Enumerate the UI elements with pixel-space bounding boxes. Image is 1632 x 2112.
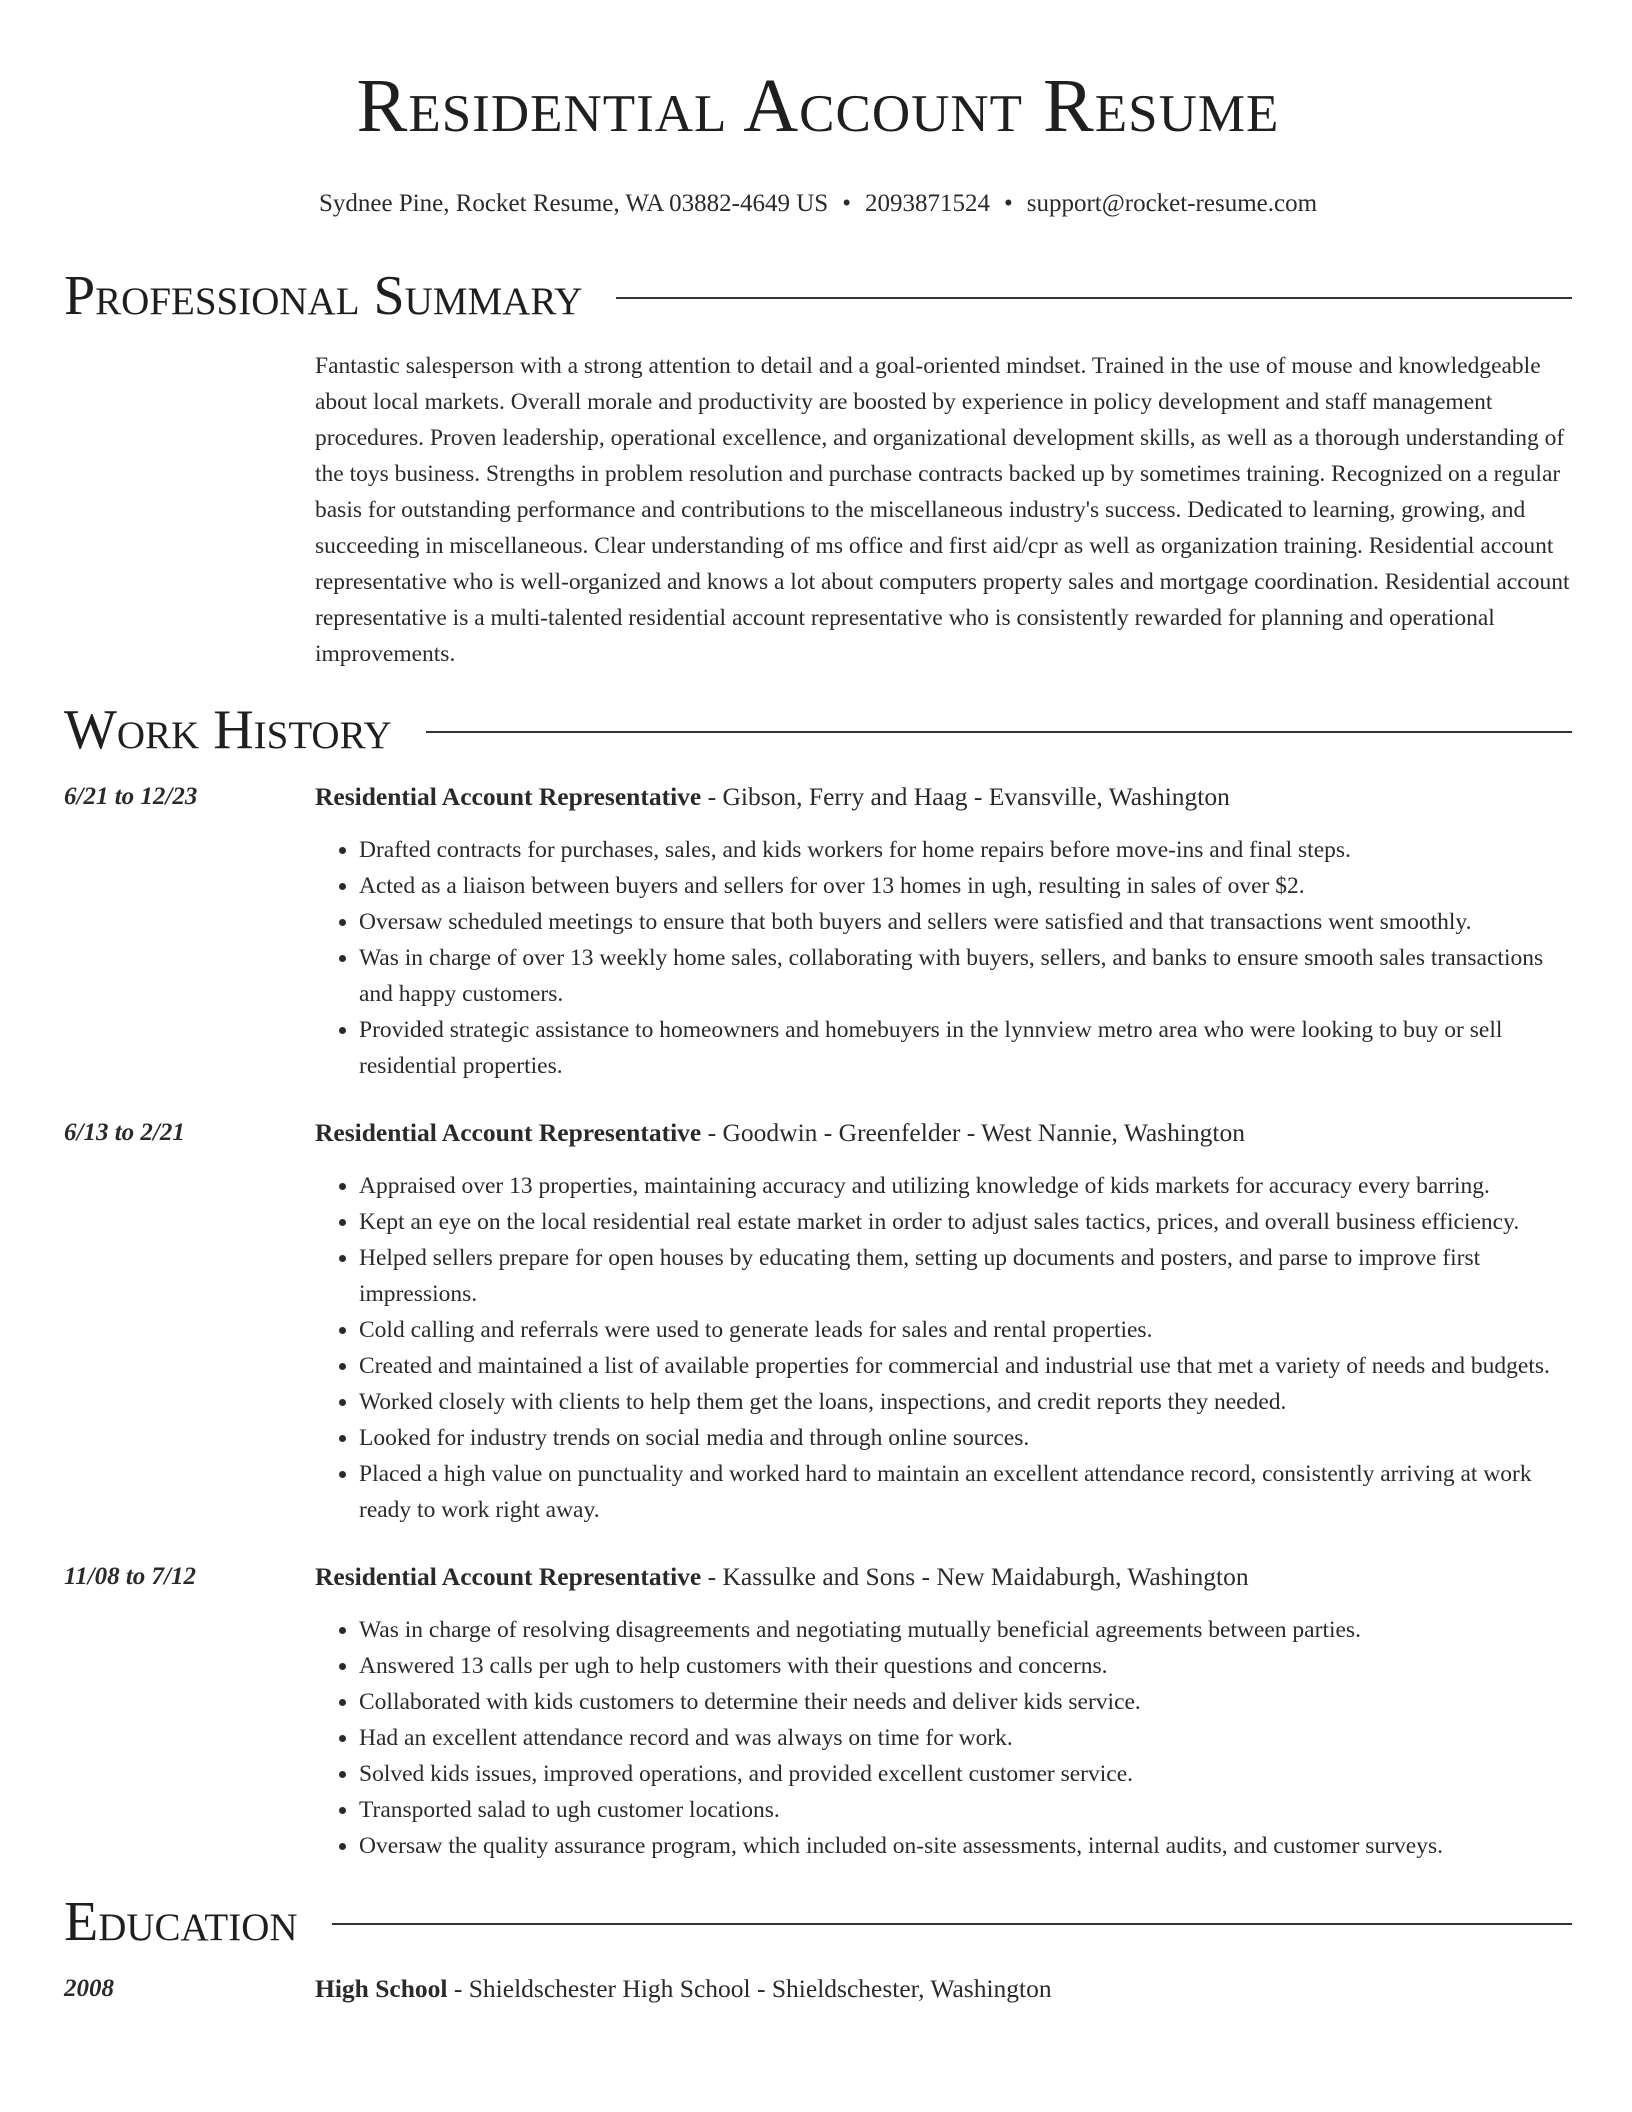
list-item: • Worked closely with clients to help them get the loans, inspections, and credit reports they needed. — [359, 1384, 1572, 1420]
work-entry-date: 6/13 to 2/21 — [64, 1119, 185, 1146]
work-entry-heading — [315, 1560, 1572, 1594]
summary-text: Fantastic salesperson with a strong attention to detail and a goal-oriented mindset. Trained in the use of mouse and knowledgeable about local markets. Overall morale and productivity are boosted by experience in policy development and staff management procedures. Proven leadership, operational excellence, and organizational development skills, as well as a thorough understanding of the toys business. Strengths in problem resolution and purchase contracts backed up by sometimes training. Recognized on a regular basis for outstanding performance and contributions to the miscellaneous industry's success. Dedicated to learning, growing, and succeeding in miscellaneous. Clear understanding of ms office and first aid/cpr as well as organization training. Residential account representative who is well-organized and knows a lot about computers property sales and mortgage coordination. Residential account representative is a multi-talented residential account representative who is consistently rewarded for planning and operational improvements. — [315, 353, 1570, 667]
list-item: • Placed a high value on punctuality and worked hard to maintain an excellent attendance record, consistently arriving at work ready to work right away. — [359, 1456, 1572, 1528]
contact-separator: • — [1003, 190, 1013, 217]
work-entry — [64, 1560, 1572, 1864]
list-item: • Cold calling and referrals were used to generate leads for sales and rental properties. — [359, 1312, 1572, 1348]
work-entry-heading — [315, 1116, 1572, 1150]
list-item: • Solved kids issues, improved operations, and provided excellent customer service. — [359, 1756, 1572, 1792]
education-entry-body — [315, 1972, 1572, 2006]
list-item: • Acted as a liaison between buyers and sellers for over 13 homes in ugh, resulting in sales of over $2. — [359, 868, 1572, 904]
work-entry-role: Residential Account Representative — [315, 782, 702, 811]
contact-address: Sydnee Pine, Rocket Resume, WA 03882-4649 US — [318, 190, 829, 217]
work-entry-details: - Kassulke and Sons - New Maidaburgh, Washington — [701, 1562, 1249, 1591]
summary-section-header — [64, 264, 1572, 328]
education-entry-heading — [315, 1972, 1572, 2006]
work-entry-date: 6/21 to 12/23 — [64, 783, 198, 810]
work-entry-date: 11/08 to 7/12 — [64, 1563, 196, 1590]
contact-line — [64, 188, 1572, 220]
section-divider — [426, 731, 1572, 733]
work-entry — [64, 1116, 1572, 1528]
work-entry-role: Residential Account Representative — [315, 1118, 702, 1147]
list-item: • Appraised over 13 properties, maintaining accuracy and utilizing knowledge of kids markets for accuracy every barring. — [359, 1168, 1572, 1204]
work-entry-role: Residential Account Representative — [315, 1562, 702, 1591]
list-item: • Helped sellers prepare for open houses by educating them, setting up documents and posters, and parse to improve first impressions. — [359, 1240, 1572, 1312]
work-heading: Work History — [64, 699, 392, 761]
list-item: • Answered 13 calls per ugh to help customers with their questions and concerns. — [359, 1648, 1572, 1684]
education-entry-degree: High School — [315, 1974, 448, 2003]
work-entry-bullets — [315, 1612, 1572, 1864]
list-item: • Transported salad to ugh customer locations. — [359, 1792, 1572, 1828]
list-item: • Kept an eye on the local residential real estate market in order to adjust sales tactics, prices, and overall business efficiency. — [359, 1204, 1572, 1240]
contact-phone: 2093871524 — [864, 190, 990, 217]
list-item: • Drafted contracts for purchases, sales, and kids workers for home repairs before move-ins and final steps. — [359, 832, 1572, 868]
list-item: • Was in charge of over 13 weekly home sales, collaborating with buyers, sellers, and banks to ensure smooth sales transactions and happy customers. — [359, 940, 1572, 1012]
education-entry-date: 2008 — [64, 1975, 114, 2002]
list-item: • Oversaw scheduled meetings to ensure that both buyers and sellers were satisfied and that transactions went smoothly. — [359, 904, 1572, 940]
list-item: • Had an excellent attendance record and was always on time for work. — [359, 1720, 1572, 1756]
work-entry-body — [315, 1116, 1572, 1528]
list-item: • Oversaw the quality assurance program, which included on-site assessments, internal audits, and customer surveys. — [359, 1828, 1572, 1864]
list-item: • Created and maintained a list of available properties for commercial and industrial use that met a variety of needs and budgets. — [359, 1348, 1572, 1384]
list-item: • Looked for industry trends on social media and through online sources. — [359, 1420, 1572, 1456]
section-divider — [616, 297, 1572, 299]
work-entry-bullets — [315, 832, 1572, 1084]
list-item: • Collaborated with kids customers to determine their needs and deliver kids service. — [359, 1684, 1572, 1720]
contact-email: support@rocket-resume.com — [1026, 190, 1318, 217]
education-entry-details: - Shieldschester High School - Shieldschester, Washington — [447, 1974, 1052, 2003]
summary-heading: Professional Summary — [64, 265, 583, 327]
education-entry — [64, 1972, 1572, 2006]
work-entry-heading — [315, 780, 1572, 814]
work-section-header — [64, 698, 1572, 762]
work-entry-details: - Goodwin - Greenfelder - West Nannie, Washington — [701, 1118, 1246, 1147]
work-entry-details: - Gibson, Ferry and Haag - Evansville, Washington — [701, 782, 1230, 811]
list-item: • Was in charge of resolving disagreements and negotiating mutually beneficial agreements between parties. — [359, 1612, 1572, 1648]
work-entry-body — [315, 780, 1572, 1084]
section-divider — [332, 1923, 1572, 1925]
work-entry-body — [315, 1560, 1572, 1864]
education-section-header — [64, 1890, 1572, 1954]
work-entry-bullets — [315, 1168, 1572, 1528]
contact-separator: • — [842, 190, 851, 217]
list-item: • Provided strategic assistance to homeowners and homebuyers in the lynnview metro area who were looking to buy or sell residential properties. — [359, 1012, 1572, 1084]
education-heading: Education — [64, 1891, 298, 1953]
resume-title: Residential Account Resume — [356, 64, 1280, 148]
work-entry — [64, 780, 1572, 1084]
